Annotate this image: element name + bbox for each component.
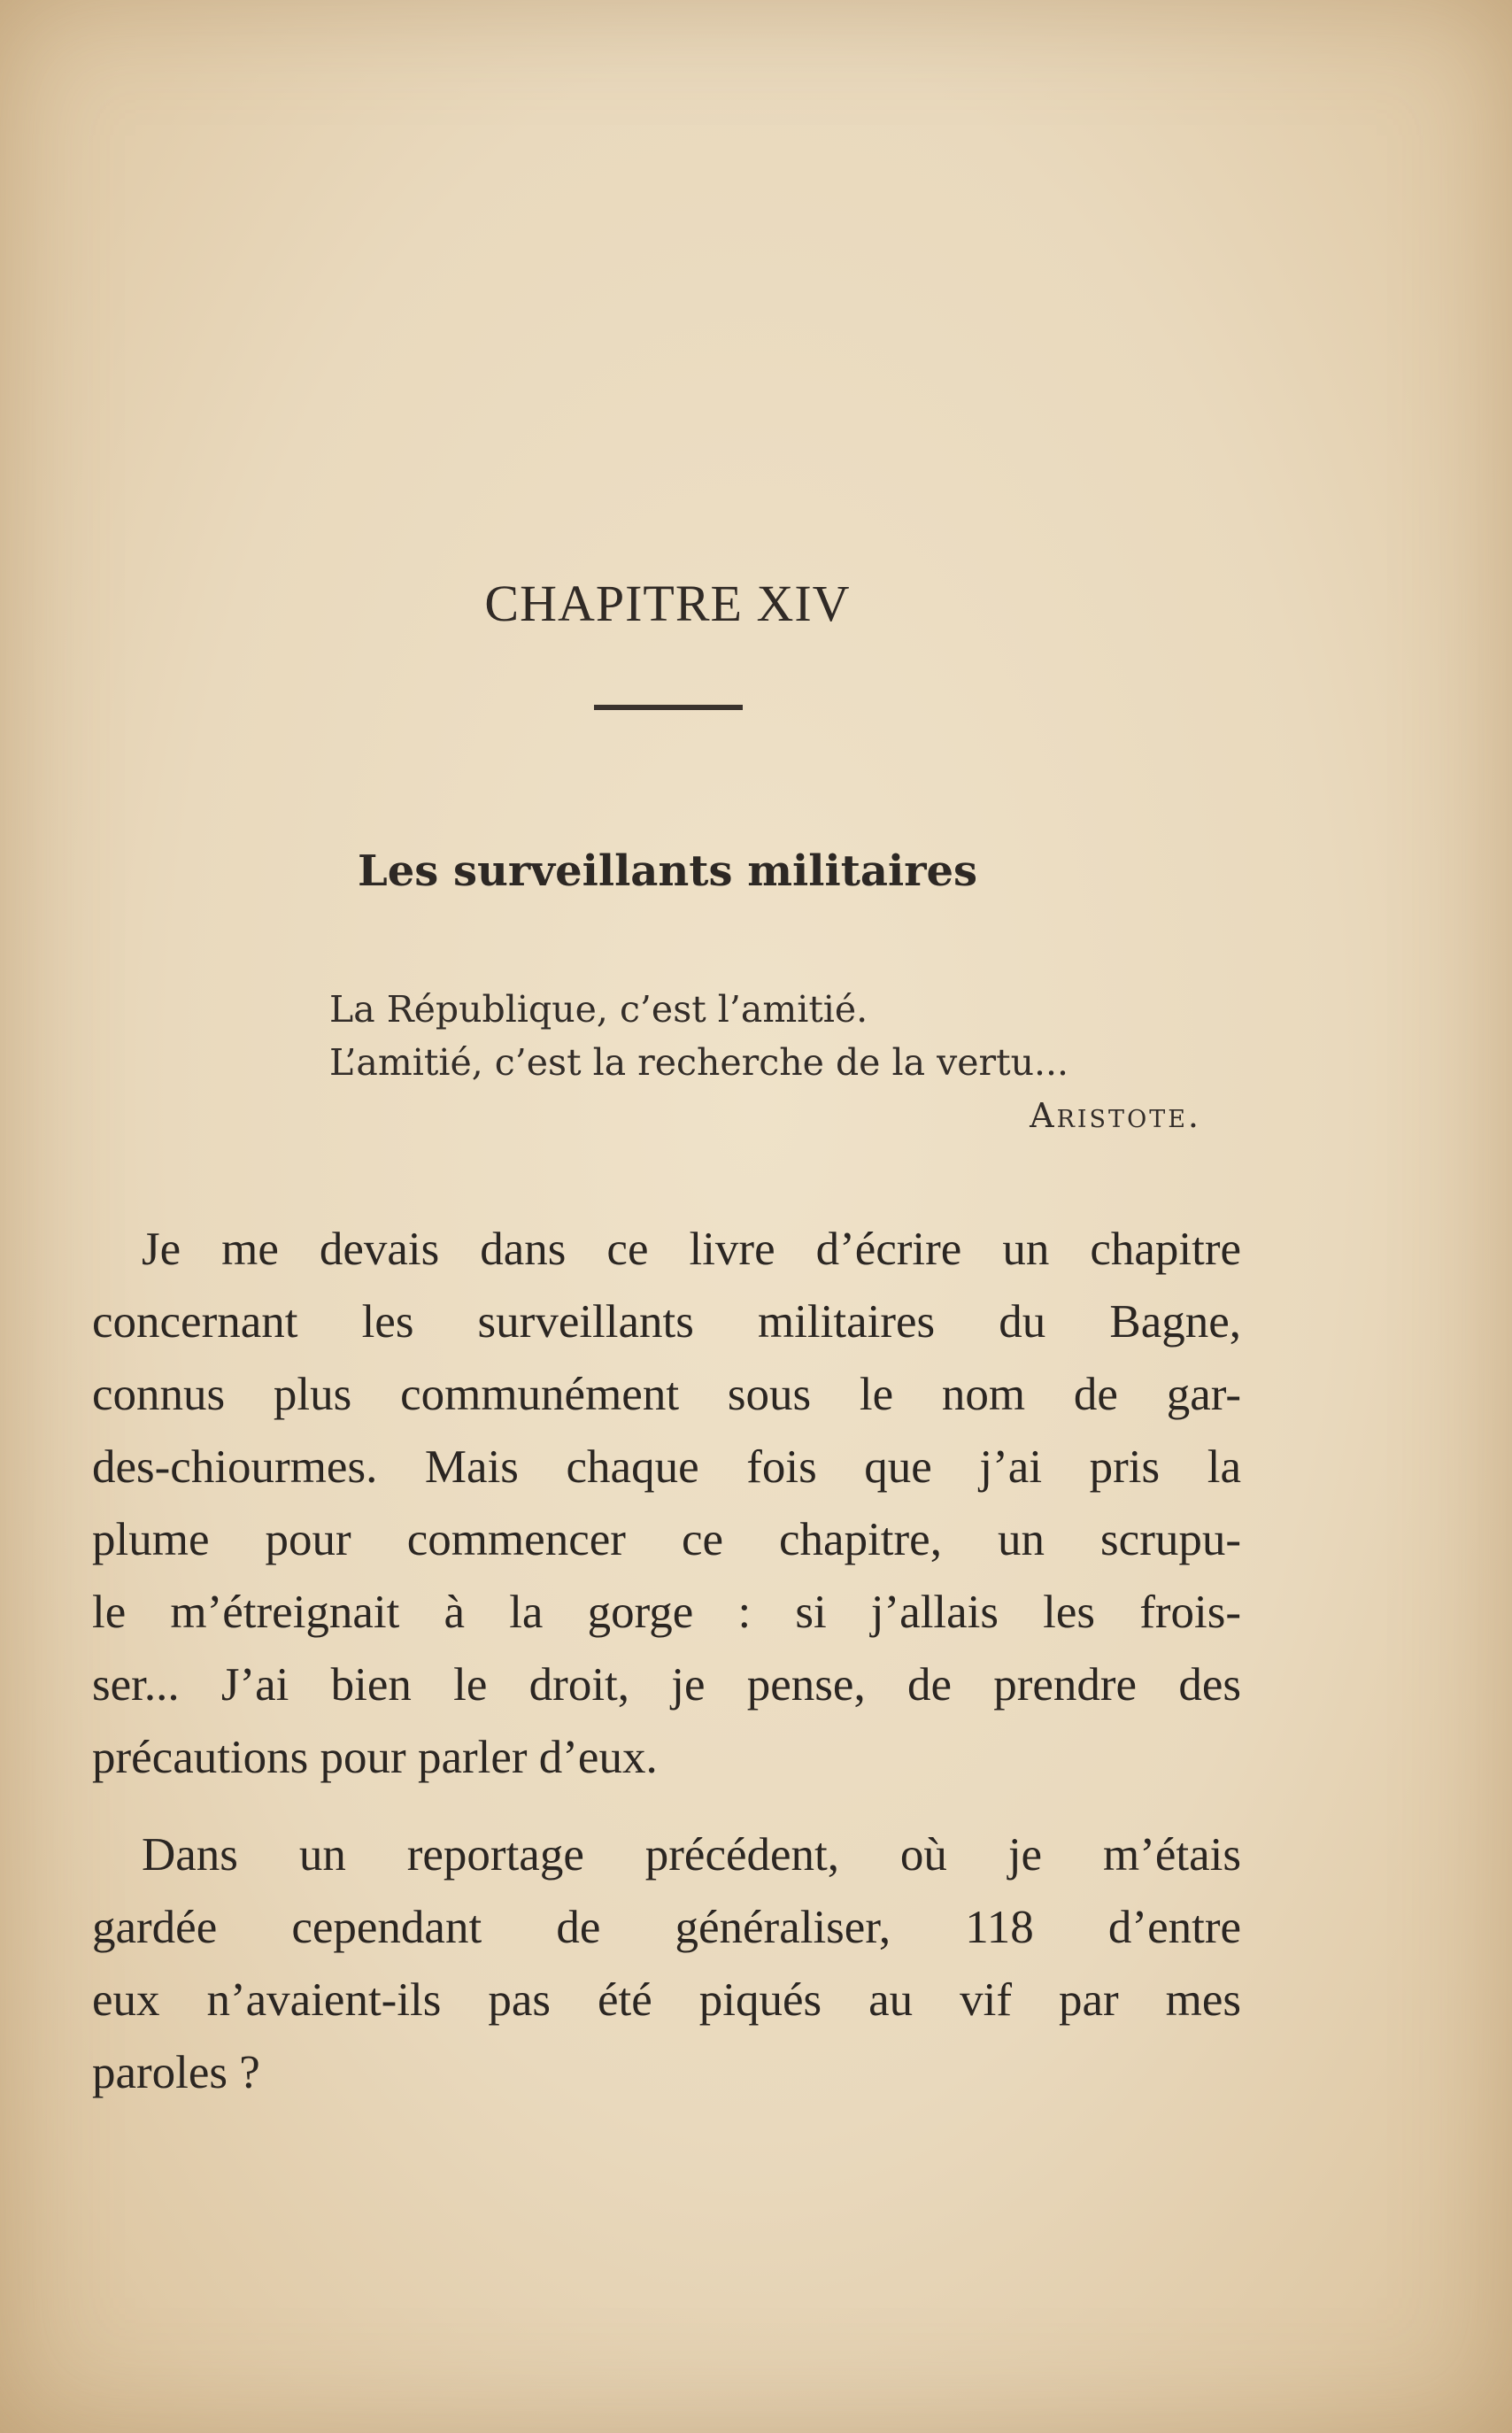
epigraph-line: L’amitié, c’est la recherche de la vertu... (329, 1041, 1069, 1084)
paragraph-gap (92, 1794, 1241, 1819)
text-line: plume pour commencer ce chapitre, un scrupu- (92, 1514, 1241, 1565)
paragraph-2 (92, 1819, 1241, 2109)
heading-divider (594, 705, 743, 710)
text-line: précautions pour parler d’eux. (92, 1732, 658, 1783)
text-line: Je me devais dans ce livre d’écrire un chapitre (142, 1224, 1241, 1275)
epigraph (329, 983, 1201, 1140)
text-line: le m’étreignait à la gorge : si j’allais les frois- (92, 1587, 1241, 1638)
chapter-heading: CHAPITRE XIV (484, 575, 851, 632)
text-line: gardée cependant de généraliser, 118 d’entre (92, 1902, 1241, 1953)
text-line: paroles ? (92, 2047, 260, 2098)
text-line: concernant les surveillants militaires du Bagne, (92, 1296, 1241, 1348)
paragraph-1 (92, 1213, 1241, 1794)
text-line: ser... J’ai bien le droit, je pense, de prendre des (92, 1659, 1241, 1711)
text-line: eux n’avaient-ils pas été piqués au vif par mes (92, 1974, 1241, 2026)
epigraph-line: La République, c’est l’amitié. (329, 988, 868, 1031)
text-line: connus plus communément sous le nom de gar- (92, 1369, 1241, 1420)
text-line: des-chiourmes. Mais chaque fois que j’ai pris la (92, 1441, 1241, 1493)
body-text (92, 1213, 1241, 2109)
chapter-title: Les surveillants militaires (357, 846, 978, 896)
text-line: Dans un reportage précédent, où je m’étais (142, 1829, 1241, 1881)
epigraph-author: Aristote. (1030, 1096, 1201, 1135)
